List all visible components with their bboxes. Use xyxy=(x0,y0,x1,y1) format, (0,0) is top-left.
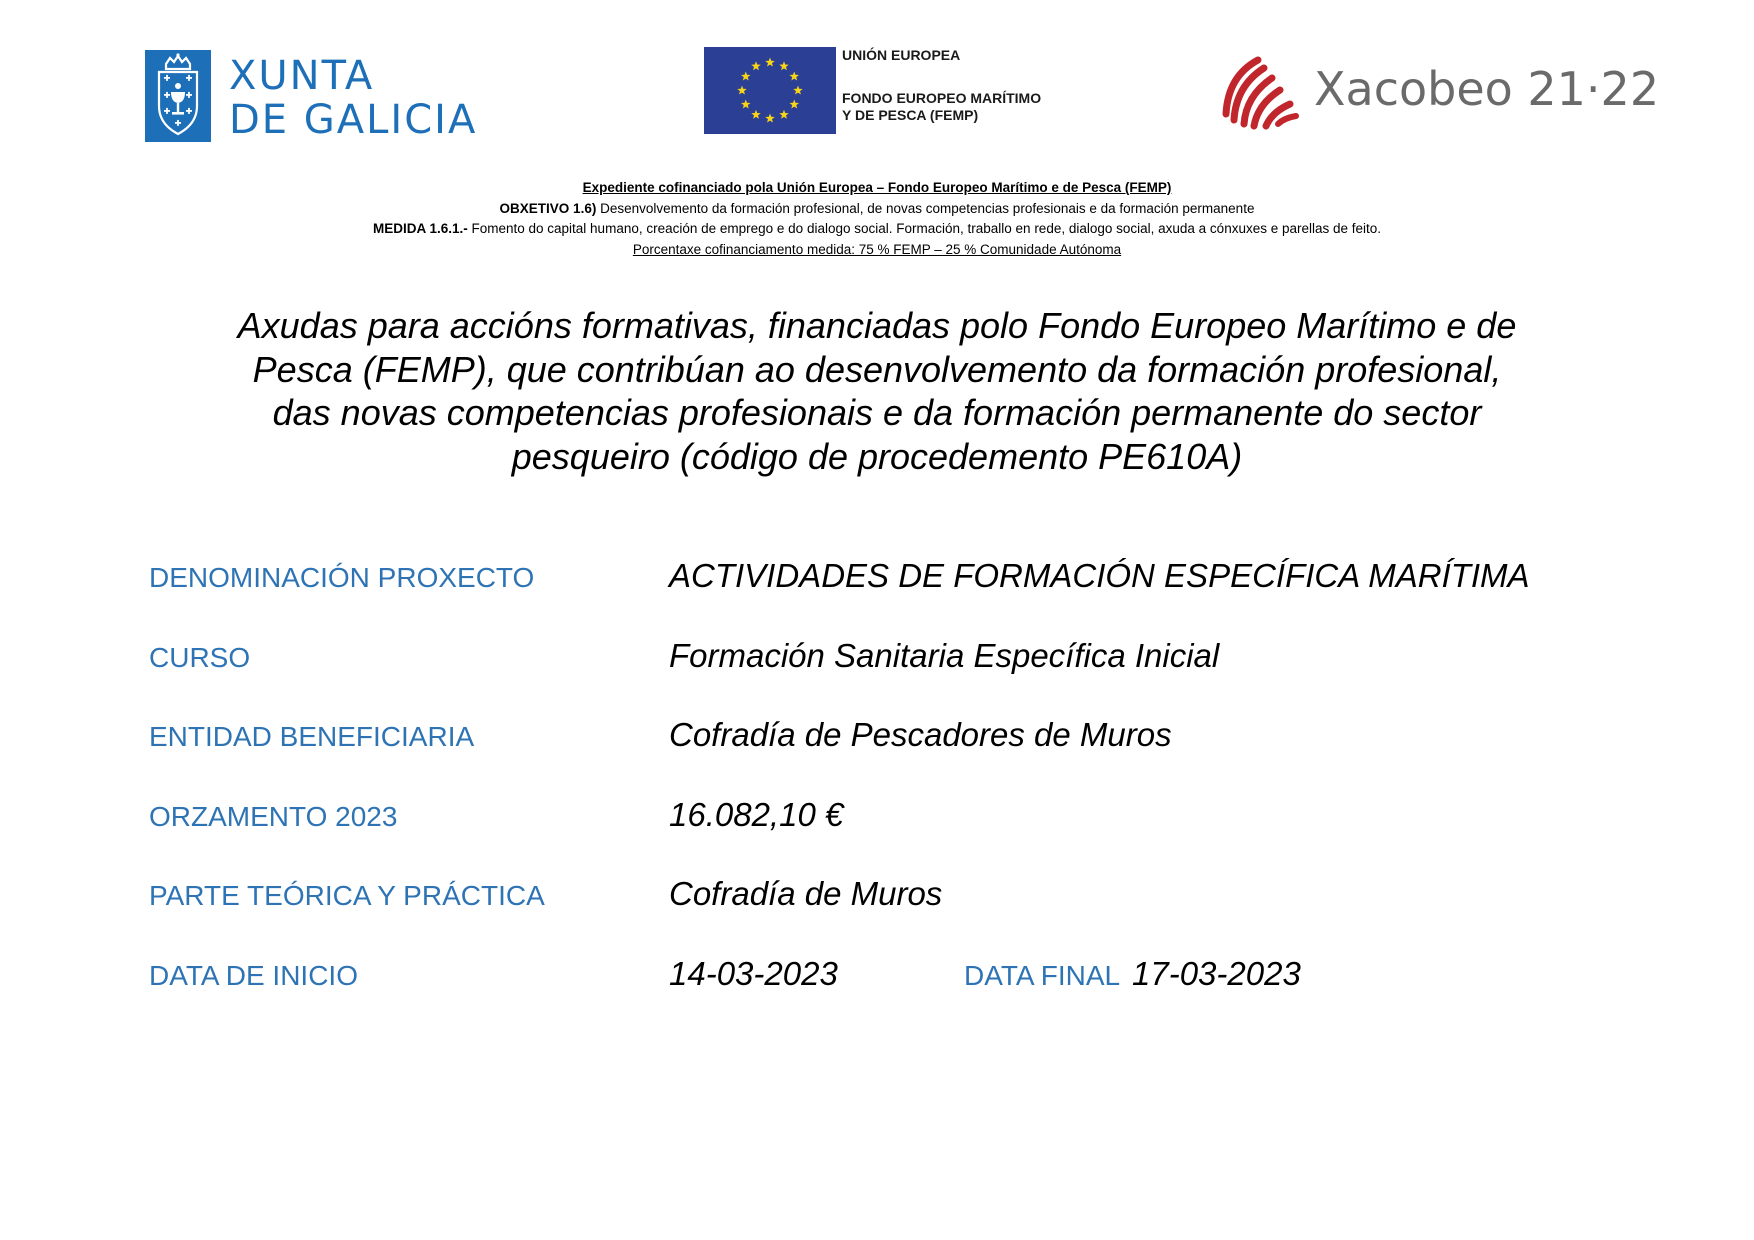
eu-flag-icon xyxy=(704,47,836,134)
xunta-de-galicia-logo xyxy=(145,50,485,142)
eu-logo-line3: Y DE PESCA (FEMP) xyxy=(842,107,979,123)
xunta-logo-line2: DE GALICIA xyxy=(229,97,478,143)
scallop-shell-icon xyxy=(1218,52,1300,132)
end-date-label: DATA FINAL xyxy=(964,959,1121,991)
project-details xyxy=(149,555,1649,1032)
budget-label: ORZAMENTO 2023 xyxy=(149,800,398,832)
title-line1: Axudas para accións formativas, financiadas polo Fondo Europeo Marítimo e de xyxy=(237,305,1517,346)
detail-row-project xyxy=(149,555,1649,635)
end-date-value: 17-03-2023 xyxy=(1132,954,1301,992)
page-title xyxy=(177,304,1577,478)
objective-code: OBXETIVO 1.6) xyxy=(499,200,597,216)
galicia-coat-of-arms-icon xyxy=(145,50,211,142)
location-value: Cofradía de Muros xyxy=(669,875,943,912)
project-value: ACTIVIDADES DE FORMACIÓN ESPECÍFICA MARÍTIMA xyxy=(669,557,1530,594)
title-line2: Pesca (FEMP), que contribúan ao desenvolvemento da formación profesional, xyxy=(252,348,1502,390)
detail-row-course xyxy=(149,635,1649,715)
course-value: Formación Sanitaria Específica Inicial xyxy=(669,636,1220,674)
xunta-logo-text xyxy=(229,54,477,142)
detail-row-location xyxy=(149,873,1649,953)
start-date-value: 14-03-2023 xyxy=(669,954,838,992)
eu-logo-line1: UNIÓN EUROPEA xyxy=(842,47,961,63)
detail-row-entity xyxy=(149,714,1649,794)
entity-label: ENTIDAD BENEFICIARIA xyxy=(149,721,475,752)
entity-value: Cofradía de Pescadores de Muros xyxy=(669,716,1172,753)
xacobeo-logo-text: Xacobeo 21·22 xyxy=(1314,62,1660,116)
cofinancing-header xyxy=(0,178,1754,260)
detail-row-budget xyxy=(149,794,1649,874)
title-line4: pesqueiro (código de procedemento PE610A) xyxy=(511,435,1243,477)
measure-code: MEDIDA 1.6.1.- xyxy=(372,221,468,236)
course-label: CURSO xyxy=(149,641,251,673)
eu-logo-text xyxy=(842,47,1041,124)
budget-value: 16.082,10 € xyxy=(669,795,844,833)
eu-femp-logo xyxy=(704,47,1084,135)
cofinancing-line1: Expediente cofinanciado pola Unión Europea – Fondo Europeo Marítimo e de Pesca (FEMP) xyxy=(582,180,1172,195)
project-label: DENOMINACIÓN PROXECTO xyxy=(149,562,535,593)
location-label: PARTE TEÓRICA Y PRÁCTICA xyxy=(149,880,545,911)
cofinancing-objective xyxy=(0,199,1754,220)
cofinancing-percentage: Porcentaxe cofinanciamento medida: 75 % FEMP – 25 % Comunidade Autónoma xyxy=(632,241,1122,257)
cofinancing-measure xyxy=(0,219,1754,240)
objective-text: Desenvolvemento da formación profesional, de novas competencias profesionais e da formación permanente xyxy=(596,200,1255,216)
eu-logo-line2: FONDO EUROPEO MARÍTIMO xyxy=(842,90,1042,106)
xacobeo-logo xyxy=(1218,52,1658,136)
start-date-label: DATA DE INICIO xyxy=(149,959,358,991)
measure-text: Fomento do capital humano, creación de emprego e do dialogo social. Formación, traballo en rede, dialogo social, axuda a cónxuxes e parellas de feito. xyxy=(467,221,1382,236)
xunta-logo-line1: XUNTA xyxy=(229,53,375,99)
title-line3: das novas competencias profesionais e da formación permanente do sector xyxy=(272,392,1482,433)
detail-row-dates xyxy=(149,953,1649,1033)
